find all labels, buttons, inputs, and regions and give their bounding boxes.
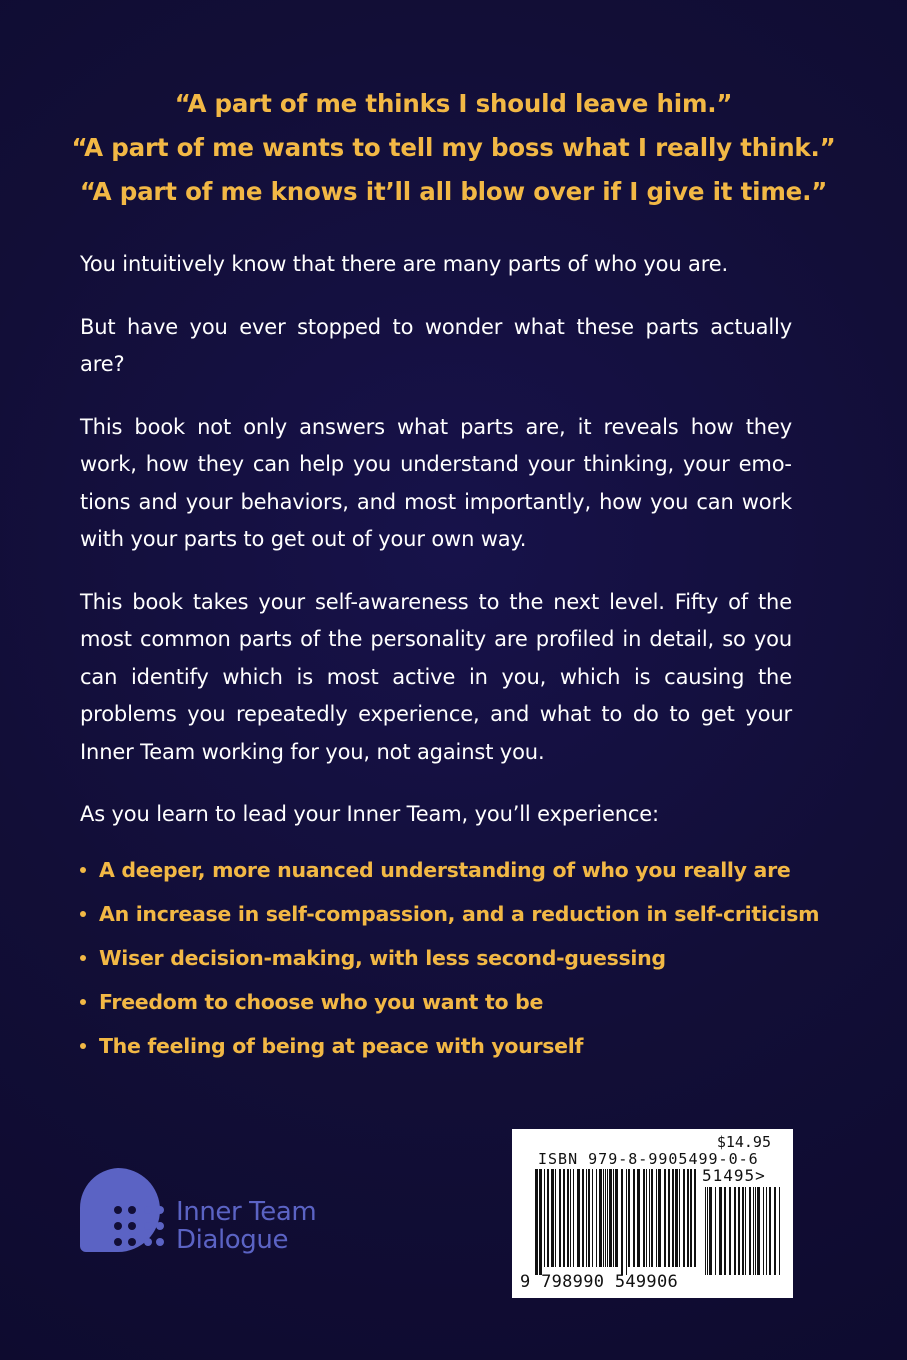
barcode-bar — [539, 1169, 542, 1275]
barcode-bar — [734, 1187, 736, 1275]
barcode-bar — [567, 1169, 569, 1267]
barcode-bar — [609, 1169, 612, 1267]
barcode-bar — [779, 1187, 780, 1275]
barcode-bar — [605, 1169, 606, 1267]
addon-digits: 51495> — [702, 1166, 766, 1185]
barcode-bar — [649, 1169, 650, 1267]
barcode-bar — [742, 1187, 744, 1275]
barcode-bar — [774, 1187, 776, 1275]
logo-wordmark — [176, 1198, 316, 1254]
barcode-bar — [668, 1169, 670, 1267]
benefit-item — [80, 980, 840, 1024]
logo-line-1: Inner Team — [176, 1197, 317, 1227]
barcode-bar — [694, 1169, 696, 1267]
barcode-bar — [628, 1169, 630, 1267]
barcode-bar — [603, 1169, 604, 1267]
barcode-bar — [753, 1187, 754, 1275]
barcode-bar — [683, 1169, 685, 1267]
barcode-bar — [675, 1169, 678, 1267]
barcode-bar — [707, 1187, 708, 1275]
barcode-bar — [544, 1169, 545, 1267]
barcode-bar — [651, 1169, 653, 1267]
barcode-bar — [563, 1169, 565, 1267]
benefit-item — [80, 936, 840, 980]
barcode-bar — [637, 1169, 640, 1267]
inner-team-logo-icon — [78, 1166, 174, 1256]
quotes-block — [0, 82, 907, 214]
publisher-logo — [78, 1166, 338, 1256]
bullet-dot-icon — [80, 999, 86, 1005]
barcode-panel — [512, 1129, 793, 1298]
barcode-bar — [559, 1169, 561, 1267]
barcode-bar — [656, 1169, 657, 1267]
barcode-bar — [551, 1169, 554, 1267]
barcode-bar — [633, 1169, 635, 1267]
quote-3: “A part of me knows it’ll all blow over if I give it time.” — [79, 177, 828, 206]
bullet-dot-icon — [80, 1043, 86, 1049]
paragraph-answers: This book not only answers what parts are, it reveals how they work, how they can help you understand your thinking, your emotions and your behaviors, and most importantly, how you can work with your parts to get out of your own way. — [80, 414, 792, 551]
barcode-bar — [687, 1169, 689, 1267]
barcode-bar — [749, 1187, 751, 1275]
barcode-bar — [570, 1169, 571, 1267]
barcode-bar — [646, 1169, 647, 1267]
barcode-bar — [658, 1169, 661, 1267]
barcode-bar — [596, 1169, 597, 1267]
barcode-bar — [757, 1187, 760, 1275]
barcode-bar — [588, 1169, 590, 1267]
benefit-text: Wiser decision-making, with less second-guessing — [99, 946, 666, 970]
paragraph-intro: You intuitively know that there are many parts of who you are. — [80, 252, 729, 276]
barcode-bar — [626, 1169, 627, 1275]
barcode-bar — [745, 1187, 746, 1275]
barcode-bar — [690, 1169, 692, 1267]
barcode-bar — [766, 1187, 767, 1275]
quote-2: “A part of me wants to tell my boss what I really think.” — [71, 133, 836, 162]
paragraph-experience: As you learn to lead your Inner Team, you’ll experience: — [80, 802, 659, 826]
barcode-bar — [769, 1187, 771, 1275]
barcode-bar — [573, 1169, 574, 1267]
ean-digits: 9 798990 549906 — [520, 1272, 679, 1292]
bullet-dot-icon — [80, 911, 86, 917]
barcode-bar — [664, 1169, 666, 1267]
barcode-bar — [679, 1169, 680, 1267]
benefit-item — [80, 892, 840, 936]
barcode-bar — [729, 1187, 731, 1275]
benefit-text: Freedom to choose who you want to be — [99, 990, 544, 1014]
benefit-text: An increase in self-compassion, and a reduction in self-criticism — [99, 902, 820, 926]
price-label: $14.95 — [716, 1133, 771, 1151]
barcode-bar — [719, 1187, 722, 1275]
barcode-bar — [715, 1187, 716, 1275]
barcode-bar — [607, 1169, 608, 1267]
barcode-bar — [621, 1169, 623, 1275]
barcode-bar — [615, 1169, 618, 1267]
quote-1: “A part of me thinks I should leave him.” — [174, 89, 733, 118]
barcode-bar — [592, 1169, 593, 1267]
barcode-bar — [586, 1169, 587, 1267]
barcode-bar — [613, 1169, 614, 1267]
barcode-bar — [643, 1169, 645, 1267]
bullet-dot-icon — [80, 867, 86, 873]
benefit-text: A deeper, more nuanced understanding of who you really are — [99, 858, 791, 882]
isbn-label: ISBN 979-8-9905499-0-6 — [538, 1150, 759, 1168]
paragraph-question: But have you ever stopped to wonder what these parts actually are? — [80, 314, 792, 376]
benefits-list — [80, 848, 840, 1068]
barcode-bar — [599, 1169, 602, 1267]
bullet-dot-icon — [80, 955, 86, 961]
barcode-bar — [672, 1169, 674, 1267]
benefit-item — [80, 1024, 840, 1068]
logo-line-2: Dialogue — [176, 1225, 289, 1255]
barcode-bar — [547, 1169, 549, 1267]
description — [80, 246, 792, 859]
barcode-bar — [577, 1169, 580, 1267]
barcode-bar — [763, 1187, 764, 1275]
paragraph-self-awareness: This book takes your self-awareness to the next level. Fifty of the most common parts of the personality are profiled in detail, so you can identify which is most active in you, which is causing the problems you repeatedly experience, and what to do to get your Inner Team working for you, not against you. — [80, 589, 792, 764]
barcode-bar — [582, 1169, 584, 1267]
barcode-bar — [755, 1187, 756, 1275]
barcode-bar — [738, 1187, 740, 1275]
barcode-bar — [555, 1169, 556, 1267]
barcode-bar — [724, 1187, 726, 1275]
barcode-bar — [535, 1169, 538, 1275]
benefit-text: The feeling of being at peace with yourself — [99, 1034, 584, 1058]
barcode-bar — [705, 1187, 706, 1275]
benefit-item — [80, 848, 840, 892]
barcode-bar — [709, 1187, 712, 1275]
